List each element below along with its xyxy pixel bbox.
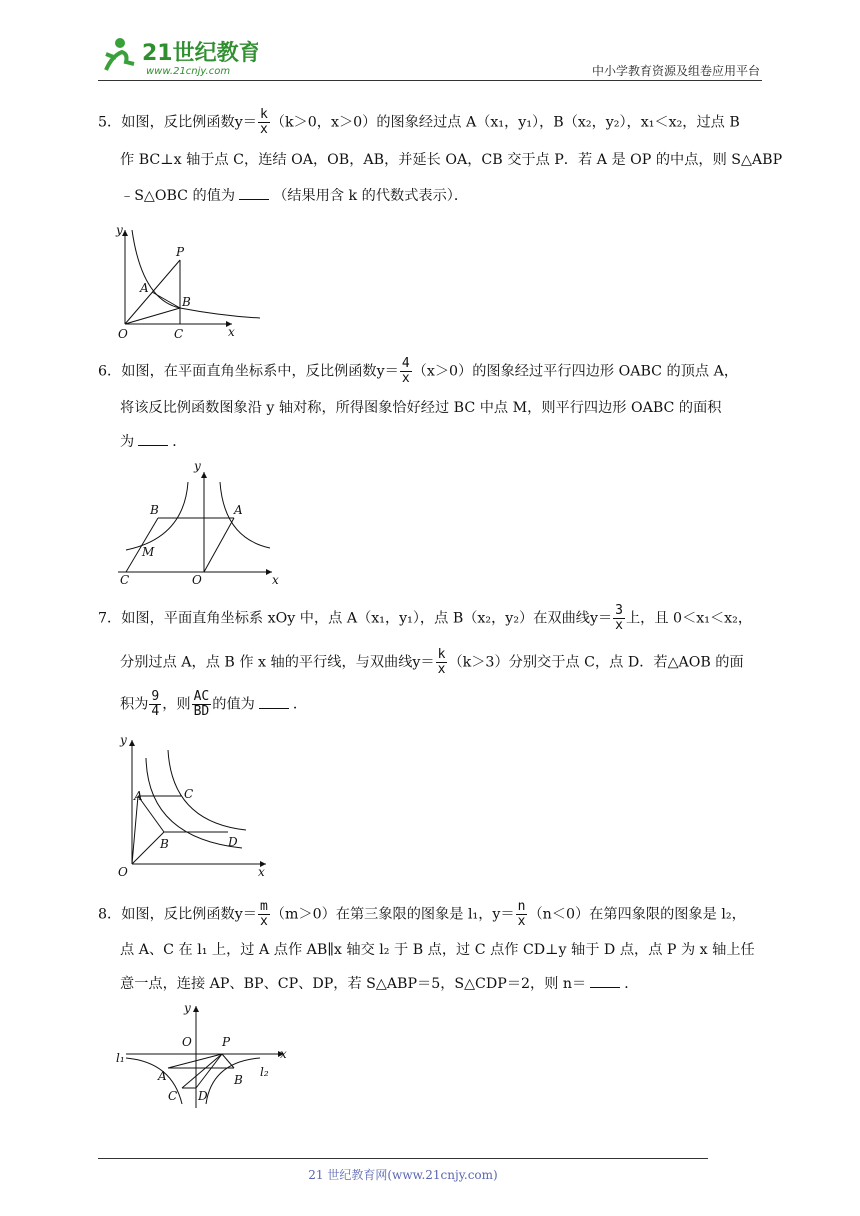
figure-q8 — [112, 1000, 302, 1112]
svg-text:x: x — [258, 865, 265, 879]
svg-text:P: P — [222, 1035, 231, 1049]
svg-text:y: y — [116, 223, 123, 237]
question-number: 5． — [98, 114, 122, 131]
question-number: 7． — [98, 610, 122, 627]
svg-text:C: C — [184, 787, 194, 801]
svg-text:x: x — [228, 325, 235, 339]
footer-text: 21 世纪教育网(www.21cnjy.com) — [308, 1168, 498, 1182]
svg-text:P: P — [176, 245, 185, 259]
svg-text:B: B — [182, 295, 191, 309]
fraction: $\frac{k}{x}$ — [437, 647, 446, 677]
question-number: 6． — [98, 363, 122, 380]
svg-text:A: A — [140, 281, 149, 295]
question-number: 8． — [98, 906, 122, 923]
svg-text:C: C — [174, 327, 184, 341]
svg-text:A: A — [234, 503, 243, 517]
figure-q6 — [112, 458, 287, 588]
svg-text:x: x — [280, 1047, 287, 1061]
answer-blank — [259, 696, 289, 709]
figure-q7 — [112, 730, 277, 880]
fraction: $\frac{9}{4}$ — [151, 689, 160, 719]
fraction: $\frac{k}{x}$ — [259, 107, 268, 137]
svg-text:O: O — [192, 573, 202, 587]
fraction: $\frac{4}{x}$ — [401, 356, 410, 386]
svg-text:O: O — [118, 327, 128, 341]
svg-text:O: O — [118, 865, 128, 879]
svg-text:y: y — [194, 459, 201, 473]
logo-icon — [98, 34, 258, 78]
answer-blank — [138, 433, 168, 446]
svg-text:C: C — [120, 573, 130, 587]
header-platform-text: 中小学教育资源及组卷应用平台 — [591, 64, 760, 78]
fraction: $\frac{n}{x}$ — [517, 899, 526, 929]
svg-text:B: B — [234, 1073, 243, 1087]
svg-text:O: O — [182, 1035, 192, 1049]
svg-text:B: B — [150, 503, 159, 517]
svg-text:A: A — [134, 789, 143, 803]
svg-text:l₁: l₁ — [116, 1051, 125, 1065]
svg-text:B: B — [160, 837, 169, 851]
svg-text:y: y — [184, 1001, 191, 1015]
svg-text:D: D — [228, 835, 238, 849]
fraction: $\frac{AC}{BD}$ — [193, 689, 210, 719]
svg-text:x: x — [272, 573, 279, 587]
svg-text:y: y — [120, 733, 127, 747]
figure-q5 — [112, 220, 272, 345]
answer-blank — [239, 187, 269, 200]
svg-text:M: M — [142, 545, 155, 559]
svg-text:l₂: l₂ — [260, 1065, 269, 1079]
svg-text:21世纪教育: 21世纪教育 — [142, 41, 258, 66]
footer-divider — [98, 1158, 708, 1159]
fraction: $\frac{3}{x}$ — [615, 603, 623, 633]
answer-blank — [590, 975, 620, 988]
svg-text:D: D — [198, 1089, 208, 1103]
header-divider — [98, 80, 762, 81]
svg-text:www.21cnjy.com: www.21cnjy.com — [146, 66, 231, 77]
fraction: $\frac{m}{x}$ — [259, 899, 268, 929]
svg-text:A: A — [158, 1069, 167, 1083]
logo — [98, 34, 258, 82]
svg-text:C: C — [168, 1089, 178, 1103]
